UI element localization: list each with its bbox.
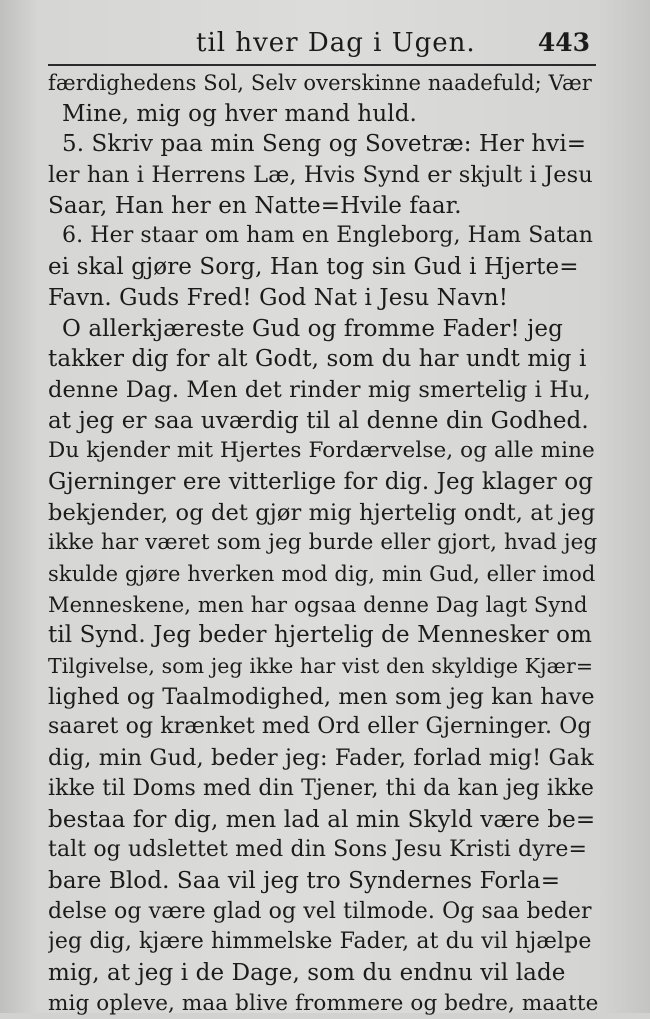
text-line: at jeg er saa uværdig til al denne din Godhed. [48, 407, 589, 434]
text-line: færdighedens Sol, Selv overskinne naadefuld; Vær [48, 71, 592, 95]
text-line: dig, min Gud, beder jeg: Fader, forlad mig! Gak [48, 745, 594, 772]
text-line: lighed og Taalmodighed, men som jeg kan have [48, 683, 595, 710]
text-line: ikke til Doms med din Tjener, thi da kan jeg ikke [48, 775, 595, 801]
text-line: mig opleve, maa blive frommere og bedre, maatte [48, 990, 598, 1016]
text-line: 5. Skriv paa min Seng og Sovetræ: Her hvi= [62, 131, 587, 158]
text-line: saaret og krænket med Ord eller Gjerninger. Og [48, 714, 592, 740]
text-line: Tilgivelse, som jeg ikke har vist den skyldige Kjær= [48, 654, 594, 679]
text-line: Saar, Han her en Natte=Hvile faar. [48, 192, 462, 219]
text-line: denne Dag. Men det rinder mig smertelig i Hu, [48, 376, 591, 403]
text-line: delse og være glad og vel tilmode. Og saa beder [48, 898, 592, 924]
page-header [48, 24, 596, 64]
text-line: Du kjender mit Hjertes Fordærvelse, og alle mine [48, 438, 595, 464]
body-text [48, 68, 598, 1019]
text-line: bekjender, og det gjør mig hjertelig ondt, at jeg [48, 499, 596, 526]
header-rule [48, 64, 596, 66]
text-line: jeg dig, kjære himmelske Fader, at du vil hjælpe [48, 929, 592, 955]
text-line: til Synd. Jeg beder hjertelig de Mennesker om [48, 622, 593, 649]
text-line: O allerkjæreste Gud og fromme Fader! jeg [62, 315, 563, 342]
text-line: bestaa for dig, men lad al min Skyld være be= [48, 806, 596, 833]
text-line: skulde gjøre hverken mod dig, min Gud, eller imod [48, 562, 596, 586]
text-line: Favn. Guds Fred! God Nat i Jesu Navn! [48, 284, 509, 311]
text-line: ei skal gjøre Sorg, Han tog sin Gud i Hjerte= [48, 254, 579, 281]
running-title: til hver Dag i Ugen. [196, 28, 476, 58]
text-line: bare Blod. Saa vil jeg tro Syndernes Forla= [48, 867, 561, 894]
text-line: talt og udslettet med din Sons Jesu Kristi dyre= [48, 837, 588, 863]
text-line: 6. Her staar om ham en Engleborg, Ham Satan [62, 223, 594, 249]
text-line: Gjerninger ere vitterlige for dig. Jeg klager og [48, 468, 594, 495]
page-number: 443 [537, 28, 590, 57]
text-line: ikke har været som jeg burde eller gjort, hvad jeg [48, 530, 598, 556]
text-line: ler han i Herrens Læ, Hvis Synd er skjult i Jesu [48, 162, 593, 189]
text-line: Menneskene, men har ogsaa denne Dag lagt Synd [48, 592, 588, 617]
text-line: takker dig for alt Godt, som du har undt mig i [48, 346, 587, 373]
text-line: Mine, mig og hver mand huld. [62, 100, 417, 127]
text-line: mig, at jeg i de Dage, som du endnu vil lade [48, 959, 566, 986]
